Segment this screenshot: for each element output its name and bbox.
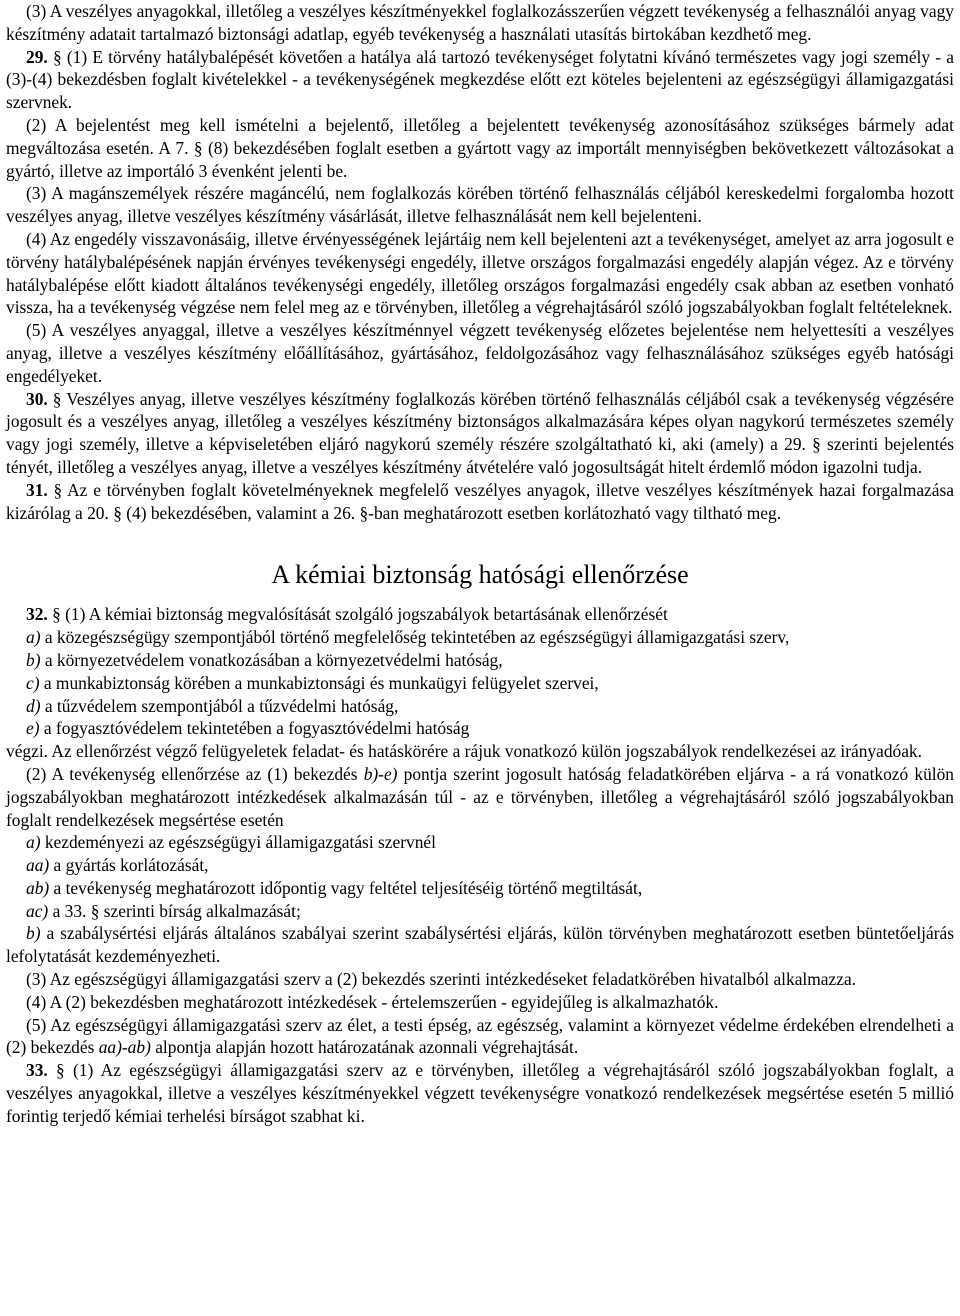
list-item-text: a közegészségügy szempontjából történő megfelelőség tekintetében az egészségügyi államigazgatási szerv, bbox=[40, 627, 790, 648]
paragraph-30 bbox=[6, 388, 954, 479]
list-item-label: b) bbox=[26, 923, 41, 944]
list-item-32-1-b bbox=[6, 649, 954, 672]
paragraph-29-1 bbox=[6, 46, 954, 114]
paragraph-32-1-tail: végzi. Az ellenőrzést végző felügyeletek feladat- és hatáskörére a rájuk vonatkozó külön jogszabályok rendelkezései az irányadóak. bbox=[6, 741, 922, 762]
paragraph-29-5: (5) A veszélyes anyaggal, illetve a veszélyes készítménnyel végzett tevékenység előzetes bejelentése nem helyettesíti a veszélyes anyag, illetve a veszélyes készítmény előállításához, gyártásához, feldolgozásához vagy felhasználásához szükséges egyéb hatósági engedélyeket. bbox=[6, 320, 954, 386]
paragraph-30-text: § Veszélyes anyag, illetve veszélyes készítmény foglalkozás körében történő felhasználás céljából csak a tevékenység végzésére jogosult és a veszélyes anyag, illetőleg a veszélyes készítmény biztonságos alkalmazására képes olyan nagykorú természetes személy vagy jogi személy, illetve a képviseletében eljáró nagykorú személy részére szolgáltatható ki, aki (amely) a 29. § szerinti bejelentés tényét, illetőleg a veszélyes anyag, illetve a veszélyes készítmény átvételére való jogosultságát hitelt érdemlő módon igazolni tudja. bbox=[6, 388, 954, 477]
list-item-32-2-a bbox=[6, 831, 954, 854]
list-item-text: a tevékenység meghatározott időpontig vagy feltétel teljesítéséig történő megtiltását, bbox=[49, 877, 643, 898]
list-item-label: aa) bbox=[26, 855, 50, 876]
list-item-text: a munkabiztonság körében a munkabiztonsági és munkaügyi felügyelet szervei, bbox=[39, 672, 599, 693]
paragraph-29-1-text: § (1) E törvény hatálybalépését követően a hatálya alá tartozó tevékenységet folytatni kívánó természetes vagy jogi személy - a (3)-(4) bekezdésben foglalt kivételekkel - a tevékenységének megkezdése előtt ezt köteles bejelenteni az egészségügyi államigazgatási szervnek. bbox=[6, 46, 954, 113]
list-item-text: a tűzvédelem szempontjából a tűzvédelmi hatóság, bbox=[40, 695, 399, 716]
paragraph-29-2: (2) A bejelentést meg kell ismételni a bejelentő, illetőleg a bejelentett tevékenység azonosításához szükséges bármely adat megváltozása esetén. A 7. § (8) bekezdésében foglalt esetben a gyártott vagy az importált mennyiségben bekövetkezett változásokat a gyártó, illetve az importáló 3 évenként jelenti be. bbox=[6, 114, 954, 181]
list-item-label: a) bbox=[26, 627, 41, 648]
paragraph-32-5-text-a: (5) Az egészségügyi államigazgatási szerv az élet, a testi épség, az egészség, valamint a környezet védelme érdekében elrendelheti a (2) bekezdés bbox=[6, 1014, 954, 1058]
list-item-32-1-a bbox=[6, 626, 954, 649]
section-number-32: 32. bbox=[26, 604, 48, 625]
section-heading: A kémiai biztonság hatósági ellenőrzése bbox=[271, 560, 689, 590]
list-item-text: kezdeményezi az egészségügyi államigazgatási szervnél bbox=[40, 832, 436, 853]
section-number-33: 33. bbox=[26, 1060, 48, 1081]
list-item-32-2-ab bbox=[6, 877, 954, 900]
paragraph-28-3: (3) A veszélyes anyagokkal, illetőleg a veszélyes készítményekkel foglalkozásszerűen végzett tevékenység a felhasználói anyag vagy készítmény adatait tartalmazó biztonsági adatlap, egyéb tevékenység a használati utasítás birtokában kezdhető meg. bbox=[6, 1, 954, 44]
list-item-text: a szabálysértési eljárás általános szabályai szerint szabálysértési eljárás, külön törvényben meghatározott esetben büntetőeljárás lefolytatását kezdeményezheti. bbox=[6, 923, 954, 967]
list-item-label: a) bbox=[26, 832, 41, 853]
section-number-30: 30. bbox=[26, 388, 48, 409]
paragraph-32-2-reference: b)-e) bbox=[363, 763, 398, 784]
paragraph-32-5-reference: aa)-ab) bbox=[98, 1037, 151, 1058]
paragraph-32-2-text-a: (2) A tevékenység ellenőrzése az (1) bekezdés bbox=[26, 763, 364, 784]
list-item-32-2-aa bbox=[6, 854, 954, 877]
list-item-text: a fogyasztóvédelem tekintetében a fogyasztóvédelmi hatóság bbox=[39, 718, 470, 739]
paragraph-33-1-text: § (1) Az egészségügyi államigazgatási szerv az e törvényben, illetőleg a végrehajtásáról szóló jogszabályokban foglalt, a veszélyes anyagokkal, illetve a veszélyes készítményekkel végzett tevékenységre vonatkozó rendelkezések megsértése esetén 5 millió forintig terjedő kémiai terhelési bírságot szabhat ki. bbox=[6, 1060, 954, 1126]
paragraph-32-2 bbox=[6, 763, 954, 831]
list-item-label: c) bbox=[26, 672, 40, 693]
list-item-label: ab) bbox=[26, 877, 50, 898]
paragraph-33-1 bbox=[6, 1059, 954, 1127]
paragraph-29-3: (3) A magánszemélyek részére magáncélú, nem foglalkozás körében történő felhasználás céljából kereskedelmi forgalomba hozott veszélyes anyag, illetve veszélyes készítmény vásárlását, illetve felhasználását nem kell bejelenteni. bbox=[6, 183, 954, 227]
list-item-32-1-d bbox=[6, 695, 954, 718]
list-item-label: ac) bbox=[26, 900, 49, 921]
paragraph-32-4: (4) A (2) bekezdésben meghatározott intézkedések - értelemszerűen - egyidejűleg is alkalmazhatók. bbox=[26, 991, 719, 1012]
list-item-label: b) bbox=[26, 649, 41, 670]
paragraph-32-2-text-b: pontja szerint jogosult hatóság feladatkörében eljárva - a rá vonatkozó külön jogszabályokban meghatározott intézkedések alkalmazásán túl - az e törvényben, illetőleg a végrehajtásáról szóló jogszabályokban foglalt rendelkezések megsértése esetén bbox=[6, 763, 954, 830]
paragraph-31-text: § Az e törvényben foglalt követelményeknek megfelelő veszélyes anyagok, illetve veszélyes készítmények hazai forgalmazása kizárólag a 20. § (4) bekezdésében, valamint a 26. §-ban meghatározott esetben korlátozható vagy tiltható meg. bbox=[6, 479, 954, 523]
list-item-text: a gyártás korlátozását, bbox=[49, 855, 209, 876]
paragraph-31 bbox=[6, 479, 954, 525]
list-item-32-2-ac bbox=[6, 900, 954, 923]
paragraph-32-3: (3) Az egészségügyi államigazgatási szerv a (2) bekezdés szerinti intézkedéseket feladatkörében hivatalból alkalmazza. bbox=[26, 969, 857, 990]
paragraph-32-1-text: § (1) A kémiai biztonság megvalósítását szolgáló jogszabályok betartásának ellenőrzését bbox=[47, 604, 668, 625]
list-item-label: e) bbox=[26, 718, 40, 739]
list-item-text: a környezetvédelem vonatkozásában a környezetvédelmi hatóság, bbox=[40, 649, 503, 670]
list-item-32-1-e bbox=[6, 717, 954, 740]
paragraph-32-5-text-b: alpontja alapján hozott határozatának azonnali végrehajtását. bbox=[150, 1037, 579, 1058]
list-item-text: a 33. § szerinti bírság alkalmazását; bbox=[48, 900, 301, 921]
list-item-32-2-b bbox=[6, 922, 954, 968]
paragraph-29-4: (4) Az engedély visszavonásáig, illetve érvényességének lejártáig nem kell bejelenteni azt a tevékenységet, amelyet az arra jogosult e törvény hatálybalépésének napján érvényes tevékenységi engedély, illetve országos forgalmazási engedély alapján végez. Az e törvény hatálybalépése előtt kiadott általános tevékenységi engedély, illetőleg országos forgalmazási engedély csak abban az esetben vonható vissza, ha a tevékenység végzése nem felel meg az e törvényben, illetőleg a végrehajtásáról szóló jogszabályokban foglalt feltételeknek. bbox=[6, 228, 954, 318]
list-item-label: d) bbox=[26, 695, 41, 716]
list-item-32-1-c bbox=[6, 672, 954, 695]
section-number-29: 29. bbox=[26, 46, 48, 67]
paragraph-32-1 bbox=[6, 603, 954, 626]
section-number-31: 31. bbox=[26, 479, 48, 500]
paragraph-32-5 bbox=[6, 1014, 954, 1060]
